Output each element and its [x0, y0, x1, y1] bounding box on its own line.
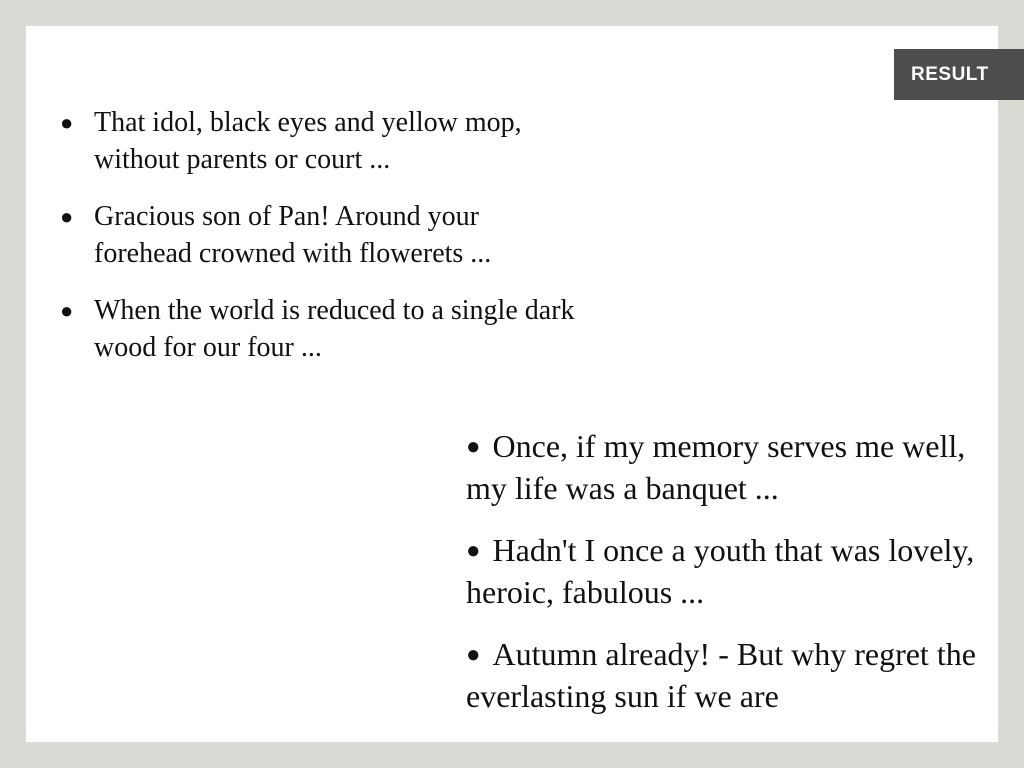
list-item-text: Autumn already! - But why regret the everlasting sun if we are [466, 636, 976, 714]
list-item [466, 530, 986, 613]
bullet-icon: ● [60, 204, 74, 229]
bullet-icon: ● [466, 642, 481, 668]
bullet-icon: ● [466, 434, 481, 460]
bullet-list-bottom [466, 426, 986, 738]
bullet-icon: ● [60, 298, 74, 323]
list-item [466, 634, 986, 717]
list-item-text: That idol, black eyes and yellow mop, without parents or court ... [94, 107, 522, 175]
list-item [466, 426, 986, 509]
list-item [56, 198, 576, 272]
list-item [56, 104, 576, 178]
list-item-text: Once, if my memory serves me well, my life was a banquet ... [466, 428, 966, 506]
bullet-icon: ● [60, 110, 74, 135]
list-item-text: When the world is reduced to a single dark wood for our four ... [94, 295, 575, 363]
list-item [56, 292, 576, 366]
result-badge: RESULT [894, 49, 1024, 100]
list-item-text: Gracious son of Pan! Around your forehead crowned with flowerets ... [94, 201, 492, 269]
bullet-list-top [56, 104, 576, 386]
list-item-text: Hadn't I once a youth that was lovely, heroic, fabulous ... [466, 532, 975, 610]
bullet-icon: ● [466, 538, 481, 564]
